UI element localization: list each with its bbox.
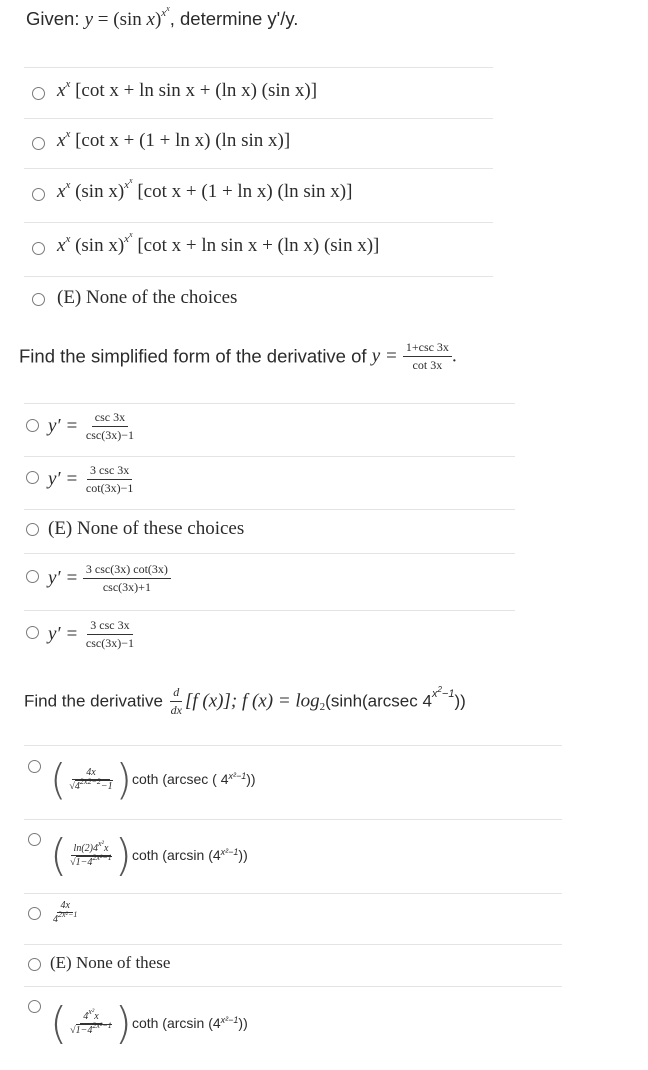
q2-prompt: Find the simplified form of the derivative of y = $\frac{1+\csc 3x}{\cot 3x}$ .: [19, 340, 457, 372]
divider: [24, 819, 562, 820]
q3-prompt: Find the derivative $\frac{d}{dx}$ [f (x)]; f $(x) = \log_2(\sinh(arcsec$ $4^{x^2-1}$)): [24, 684, 466, 717]
q3-option-5[interactable]: ( $\frac{4^{x^2}x}{√1-4^{2x^2-1}}$ ) coth (arcsin $(4^{x^2-1})$): [50, 997, 248, 1049]
q1-option-4[interactable]: $x^x$ (sin x)$^{x^x}$ [cot x + ln sin x + (ln x) (sin x)]: [57, 230, 380, 256]
q2-option-1-radio[interactable]: [26, 419, 39, 432]
divider: [24, 509, 515, 510]
divider: [24, 456, 515, 457]
q3-option-3-radio[interactable]: [28, 907, 41, 920]
divider: [24, 553, 515, 554]
q1-option-5-radio[interactable]: [32, 293, 45, 306]
q1-option-2-radio[interactable]: [32, 137, 45, 150]
q2-fraction: $\frac{1+\csc 3x}{\cot 3x}$: [403, 340, 452, 373]
q2-option-2[interactable]: y′ = $\frac{3 \csc 3x}{\cot(3x)-1}$: [48, 463, 134, 495]
divider: [24, 403, 515, 404]
q1-option-2[interactable]: $x^x$ [cot x + (1 + ln x) (ln sin x)]: [57, 128, 291, 151]
q3-option-4[interactable]: (E) None of these: [50, 953, 171, 972]
q1-option-5[interactable]: (E) None of the choices: [57, 287, 238, 308]
q2-option-4[interactable]: y′ = $\frac{3 \csc(3x) \cot(3x)}{\csc(3x)+1}$: [48, 562, 171, 595]
divider: [24, 222, 493, 223]
q3-option-4-radio[interactable]: [28, 958, 41, 971]
divider: [24, 745, 562, 746]
q1-option-3-radio[interactable]: [32, 188, 45, 201]
q2-option-5-radio[interactable]: [26, 626, 39, 639]
divider: [24, 610, 515, 611]
q3-option-2[interactable]: ( $\frac{\ln(2)4^{x^2}x}{√1-4^{2x^2-1}}$ ) coth (arcsin $(4^{x^2-1})$): [50, 829, 248, 881]
q1-option-1-radio[interactable]: [32, 87, 45, 100]
q3-option-5-radio[interactable]: [28, 1000, 41, 1013]
q2-option-4-radio[interactable]: [26, 570, 39, 583]
divider: [24, 118, 493, 119]
q2-option-5[interactable]: y′ = $\frac{3 \csc 3x}{\csc(3x)-1}$: [48, 618, 135, 650]
divider: [24, 168, 493, 169]
q3-option-1[interactable]: ( $\frac{4x}{√4^{2x2-2}-1}$ ) coth (arcsec ( $4^{x^2-1}$)): [50, 754, 256, 804]
q3-option-3[interactable]: $\frac{4x}{4^{2x^2-1}}$: [53, 900, 78, 925]
q2-option-3-radio[interactable]: [26, 523, 39, 536]
q2-option-3[interactable]: (E) None of these choices: [48, 518, 245, 539]
q1-option-4-radio[interactable]: [32, 242, 45, 255]
divider: [24, 893, 562, 894]
q1-option-1[interactable]: $x^x$ [cot x + ln sin x + (ln x) (sin x)]: [57, 78, 318, 101]
divider: [24, 276, 493, 277]
q1-option-3[interactable]: $x^x$ (sin x)$^{x^x}$ [cot x + (1 + ln x) (ln sin x)]: [57, 176, 353, 202]
divider: [24, 986, 562, 987]
q3-option-1-radio[interactable]: [28, 760, 41, 773]
q1-prompt: Given: y = (sin x)$^{x^x}$, determine y'/y.: [26, 4, 299, 30]
divider: [24, 67, 493, 68]
divider: [24, 944, 562, 945]
q2-option-2-radio[interactable]: [26, 471, 39, 484]
q3-option-2-radio[interactable]: [28, 833, 41, 846]
q2-option-1[interactable]: y′ = $\frac{\csc 3x}{\csc(3x)-1}$: [48, 410, 135, 442]
